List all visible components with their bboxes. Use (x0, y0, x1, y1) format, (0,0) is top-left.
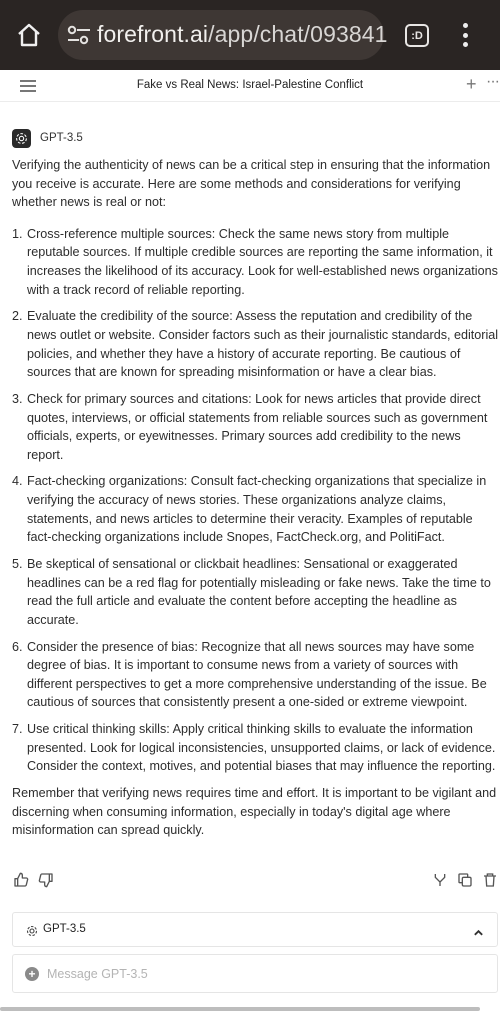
message-intro: Verifying the authenticity of news can be a critical step in ensuring that the information you receive is accurate. Here are some methods and considerations for verifying whether news is real or not: (12, 158, 491, 210)
model-name: GPT-3.5 (40, 132, 83, 144)
openai-logo-icon (12, 129, 31, 148)
new-chat-button[interactable]: + (466, 74, 477, 94)
list-item: 3. Check for primary sources and citations: Look for news articles that provide direct quotes, interviews, or official statements from reliable sources such as government officials, experts, or eyewitnesses. Primary sources add credibility to the news report. (12, 391, 488, 462)
list-item: 5. Be skeptical of sensational or clickbait headlines: Sensational or exaggerated headlines can be a red flag for potentially misleading or fake news. Take the time to read the full article and evaluate the content before accepting the headline as accurate. (12, 557, 491, 627)
delete-icon[interactable] (482, 872, 498, 888)
branch-icon[interactable] (432, 872, 448, 888)
url-text: forefront.ai/app/chat/093841 (97, 21, 388, 47)
site-settings-icon[interactable] (66, 23, 92, 47)
message-input[interactable] (47, 963, 487, 985)
chat-header (0, 70, 500, 102)
add-attachment-icon[interactable]: + (25, 967, 39, 981)
browser-menu-icon[interactable] (455, 20, 475, 50)
model-selector[interactable] (12, 912, 498, 947)
thumbs-up-icon[interactable] (13, 872, 29, 888)
tips-list (12, 225, 499, 776)
message-actions (0, 872, 500, 892)
address-bar[interactable] (58, 10, 388, 60)
list-item: 2. Evaluate the credibility of the source: Assess the reputation and credibility of the news outlet or website. Consider factors such as their journalistic standards, editorial policies, and whether they have a history of accurate reporting. Be cautious of sources that are known for spreading misinformation or have a clear bias. (12, 309, 499, 380)
message-composer (12, 954, 498, 993)
more-options-icon[interactable]: ··· (486, 73, 499, 90)
list-item: 7. Use critical thinking skills: Apply critical thinking skills to evaluate the information presented. Look for logical inconsistencies, unsupported claims, or lack of evidence. Consider the context, motives, and potential biases that may influence the reporting. (12, 722, 496, 774)
thumbs-down-icon[interactable] (38, 872, 54, 888)
home-icon[interactable] (14, 20, 44, 50)
tab-switcher-button[interactable]: :D (405, 24, 429, 47)
list-item: 4. Fact-checking organizations: Consult fact-checking organizations that specialize in verifying the accuracy of news stories. These organizations analyze claims, statements, and news articles to determine their veracity. Examples of reputable fact-checking organizations include Snopes, FactCheck.org, and PolitiFact. (12, 474, 487, 545)
browser-toolbar (0, 0, 500, 70)
list-item: 1. Cross-reference multiple sources: Check the same news story from multiple reputable sources. If multiple credible sources are reporting the same information, it increases the likelihood of its accuracy. Look for well-established news organizations with a track record of reliable reporting. (12, 226, 498, 297)
list-item: 6. Consider the presence of bias: Recognize that all news sources may have some degree of bias. It is important to consume news from a variety of sources with different perspectives to get a more comprehensive understanding of the issue. Be cautious of sources that consistently present a one-sided or extreme viewpoint. (12, 639, 487, 710)
gesture-bar (0, 1007, 480, 1011)
chat-title: Fake vs Real News: Israel-Palestine Conflict (136, 79, 364, 91)
copy-icon[interactable] (457, 872, 473, 888)
openai-logo-icon (26, 924, 38, 942)
message-author (12, 128, 83, 148)
message-closing: Remember that verifying news requires time and effort. It is important to be vigilant and discerning when consuming information, especially in today's digital age where misinformation can spread quickly. (12, 786, 497, 838)
chevron-up-icon[interactable] (473, 925, 484, 943)
selected-model-label: GPT-3.5 (43, 923, 86, 935)
assistant-message (12, 156, 499, 840)
